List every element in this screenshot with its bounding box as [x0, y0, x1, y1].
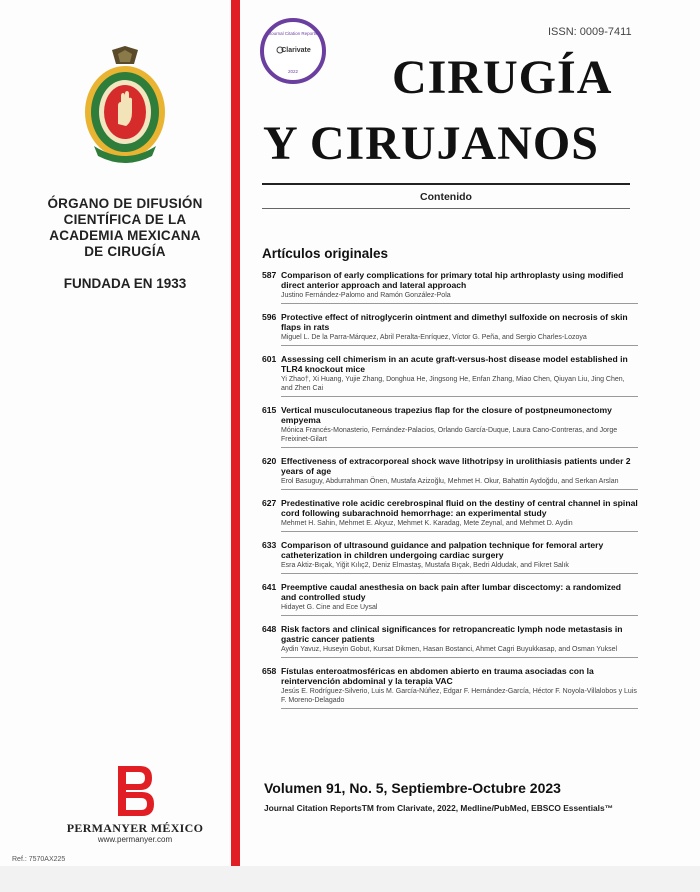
article-page-number: 641 [262, 582, 277, 592]
org-line: DE CIRUGÍA [84, 244, 166, 259]
article-divider [281, 615, 638, 616]
article-divider [281, 531, 638, 532]
article-title[interactable]: Assessing cell chimerism in an acute graft-versus-host disease model established in TLR4 knockout mice [281, 354, 628, 374]
article-page-number: 627 [262, 498, 277, 508]
article-title[interactable]: Comparison of early complications for primary total hip arthroplasty using modified direct anterior approach and lateral approach [281, 270, 624, 290]
article-title[interactable]: Protective effect of nitroglycerin ointment and dimethyl sulfoxide on necrosis of skin flaps in rats [281, 312, 628, 332]
badge-top-text: Journal Citation Reports [268, 31, 318, 36]
publisher-url[interactable]: www.permanyer.com [97, 835, 173, 844]
article-divider [281, 573, 638, 574]
article-title[interactable]: Fístulas enteroatmosféricas en abdomen abierto en trauma asociadas con la reintervención abdominal y la terapia VAC [281, 666, 594, 686]
org-line: ÓRGANO DE DIFUSIÓN [47, 196, 203, 211]
article-authors: Hidayet G. Cine and Ece Uysal [281, 604, 378, 611]
article-divider [281, 657, 638, 658]
article-divider [281, 447, 638, 448]
article-body [281, 540, 638, 578]
article-body [281, 405, 638, 452]
red-divider-bar [231, 0, 240, 866]
article-authors: Jesús E. Rodríguez-Silverio, Luis M. García-Núñez, Edgar F. Hernández-García, Héctor F. Noyola-Villalobos y Luis F. Moreno-Delagado [281, 688, 637, 704]
article-page-number: 601 [262, 354, 277, 364]
article-entry[interactable] [262, 312, 638, 350]
organization-statement [20, 196, 230, 260]
article-divider [281, 489, 638, 490]
article-divider [281, 345, 638, 346]
journal-title-line2: Y CIRUJANOS [263, 117, 599, 170]
article-authors: Mónica Francés-Monasterio, Fernández-Palacios, Orlando García-Duque, Laura Cano-Contreras, and Jorge Freixinet-Gilart [281, 427, 618, 443]
article-page-number: 587 [262, 270, 277, 280]
article-authors: Miguel L. De la Parra-Márquez, Abril Peralta-Enríquez, Víctor G. Peña, and Sergio Charles-Lozoya [281, 334, 587, 341]
volume-info: Volumen 91, No. 5, Septiembre-Octubre 2023 [264, 780, 561, 796]
article-title[interactable]: Risk factors and clinical significances for retropancreatic lymph node metastasis in gastric cancer patients [281, 624, 623, 644]
article-body [281, 312, 638, 350]
contents-rule [262, 208, 630, 209]
badge-year: 2022 [287, 69, 299, 74]
article-divider [281, 708, 638, 709]
bottom-band [0, 866, 700, 892]
article-authors: Aydin Yavuz, Huseyin Gobut, Kursat Dikmen, Hasan Bostanci, Ahmet Cagri Buyukkasap, and Osman Yuksel [281, 646, 618, 653]
article-page-number: 620 [262, 456, 277, 466]
academia-seal-icon [82, 46, 168, 164]
article-authors: Yi Zhao†, Xi Huang, Yujie Zhang, Donghua He, Jingsong He, Enfan Zhang, Miao Chen, Qiuyan Liu, Jing Chen, and Zhen Cai [281, 376, 625, 392]
article-title[interactable]: Effectiveness of extracorporeal shock wave lithotripsy in urolithiasis patients under 2 years of age [281, 456, 631, 476]
permanyer-logo-icon [114, 766, 154, 816]
article-page-number: 658 [262, 666, 277, 676]
jcr-badge-icon [260, 18, 326, 84]
title-rule [262, 183, 630, 185]
article-page-number: 596 [262, 312, 277, 322]
journal-title-line1: CIRUGÍA [392, 51, 613, 104]
article-title[interactable]: Vertical musculocutaneous trapezius flap for the closure of postpneumonectomy empyema [281, 405, 612, 425]
article-title[interactable]: Comparison of ultrasound guidance and palpation technique for femoral artery catheterization in children undergoing cardiac surgery [281, 540, 604, 560]
article-page-number: 633 [262, 540, 277, 550]
contents-heading: Contenido [420, 191, 472, 203]
founded-year: FUNDADA EN 1933 [63, 276, 187, 291]
article-entry[interactable] [262, 270, 638, 308]
article-authors: Erol Basuguy, Abdurrahman Önen, Mustafa Azizoğlu, Mehmet H. Okur, Bahattin Aydoğdu, and Serkan Arslan [281, 478, 619, 485]
indexing-info: Journal Citation ReportsTM from Clarivate, 2022, Medline/PubMed, EBSCO Essentials™ [264, 803, 614, 813]
article-entry[interactable] [262, 666, 638, 713]
article-list [262, 270, 638, 717]
article-authors: Esra Aktiz-Bıçak, Yiğit Kılıç2, Deniz Elmastaş, Mustafa Bıçak, Bedri Aldudak, and Fikret Salık [281, 562, 569, 569]
article-body [281, 354, 638, 401]
article-title[interactable]: Predestinative role acidic cerebrospinal fluid on the destiny of central channel in spinal cord following subarachnoid hemorrhage: an experimental study [281, 498, 638, 518]
article-body [281, 624, 638, 662]
article-body [281, 270, 638, 308]
article-entry[interactable] [262, 582, 638, 620]
org-line: CIENTÍFICA DE LA [63, 212, 187, 227]
reference-code: Ref.: 7570AX225 [12, 856, 66, 863]
article-title[interactable]: Preemptive caudal anesthesia on back pain after lumbar discectomy: a randomized and controlled study [281, 582, 622, 602]
article-authors: Justino Fernández-Palomo and Ramón González-Pola [281, 292, 451, 299]
section-title: Artículos originales [262, 246, 389, 261]
article-entry[interactable] [262, 540, 638, 578]
article-body [281, 456, 638, 494]
article-divider [281, 303, 638, 304]
article-divider [281, 396, 638, 397]
article-entry[interactable] [262, 456, 638, 494]
publisher-name: PERMANYER MÉXICO [66, 821, 204, 835]
article-body [281, 582, 638, 620]
article-body [281, 666, 638, 713]
article-body [281, 498, 638, 536]
article-entry[interactable] [262, 354, 638, 401]
org-line: ACADEMIA MEXICANA [49, 228, 201, 243]
article-authors: Mehmet H. Sahin, Mehmet E. Akyuz, Mehmet K. Karadag, Mete Zeynal, and Mehmet D. Aydin [281, 520, 573, 527]
badge-brand: Clarivate [281, 47, 311, 54]
article-page-number: 648 [262, 624, 277, 634]
article-entry[interactable] [262, 405, 638, 452]
article-entry[interactable] [262, 624, 638, 662]
issn: ISSN: 0009-7411 [548, 26, 632, 38]
article-entry[interactable] [262, 498, 638, 536]
article-page-number: 615 [262, 405, 277, 415]
